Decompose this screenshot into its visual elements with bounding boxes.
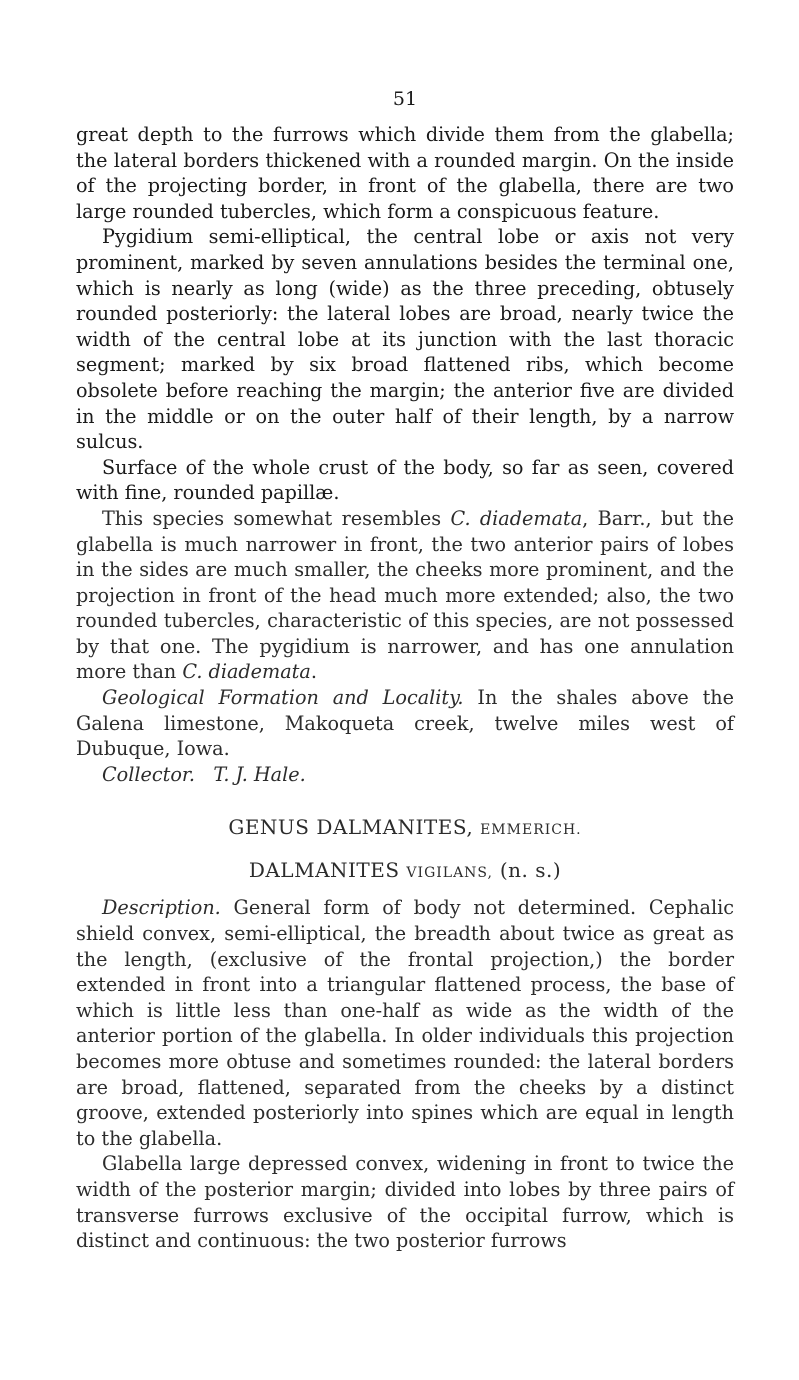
- locality-label: Geological Formation and Locality.: [102, 686, 464, 710]
- paragraph-cephalon-end: great depth to the furrows which divide them from the glabella; the lateral borders thickened with a rounded margin. On the inside of the projecting border, in front of the glabella, there are two large rounded tubercles, which form a conspicuous feature.: [76, 123, 734, 223]
- paragraph-comparison: [76, 506, 734, 685]
- comparison-text-a: This species somewhat resembles: [102, 506, 451, 530]
- comparison-text-c: .: [310, 660, 317, 684]
- description-label: Description.: [102, 896, 221, 920]
- species-note: (n. s.): [492, 858, 562, 883]
- genus-author: EMMERICH.: [480, 822, 582, 839]
- species-epithet: VIGILANS,: [406, 865, 493, 882]
- paragraph-description: [76, 895, 734, 1151]
- species-name-diademata: C. diademata: [450, 506, 583, 530]
- paragraph-surface: Surface of the whole crust of the body, so far as seen, covered with fine, rounded papillæ.: [76, 455, 734, 505]
- collector-name: T. J. Hale.: [213, 762, 306, 786]
- paragraph-pygidium: Pygidium semi-elliptical, the central lobe or axis not very prominent, marked by seven annulations besides the terminal one, which is nearly as long (wide) as the three preceding, obtusely rounded posteriorly: the lateral lobes are broad, nearly twice the width of the central lobe at its junction with the last thoracic segment; marked by six broad flattened ribs, which become obsolete before reaching the margin; the anterior five are divided in the middle or on the outer half of their length, by a narrow sulcus.: [76, 225, 734, 454]
- genus-heading: [76, 813, 734, 844]
- collector-label: Collector.: [102, 762, 196, 786]
- genus-title: GENUS DALMANITES,: [228, 815, 481, 840]
- comparison-text-b: , Barr., but the glabella is much narrower in front, the two anterior pairs of lobes in the sides are much smaller, the cheeks more prominent, and the projection in front of the head much more extended; also, the two rounded tubercles, characteristic of this species, are not possessed by that one. The pygidium is narrower, and has one annulation more than: [76, 506, 735, 684]
- species-name-diademata-2: C. diademata: [182, 660, 311, 684]
- paragraph-collector: [76, 762, 734, 788]
- paragraph-locality: [76, 685, 734, 762]
- locality-text: In the shales above the Galena limestone, Makoqueta creek, twelve miles west of Dubuque, Iowa.: [76, 686, 734, 761]
- paragraph-glabella: Glabella large depressed convex, widening in front to twice the width of the posterior margin; divided into lobes by three pairs of transverse furrows exclusive of the occipital furrow, which is distinct and continuous: the two posterior furrows: [76, 1152, 734, 1253]
- species-heading: [76, 856, 734, 887]
- species-genus: DALMANITES: [248, 858, 407, 883]
- page-number: 51: [392, 88, 418, 110]
- description-text: General form of body not determined. Cephalic shield convex, semi-elliptical, the breadth about twice as great as the length, (exclusive of the frontal projection,) the border extended in front into a triangular flattened process, the base of which is little less than one-half as wide as the width of the anterior portion of the glabella. In older individuals this projection becomes more obtuse and sometimes rounded: the lateral borders are broad, flattened, separated from the cheeks by a distinct groove, extended posteriorly into spines which are equal in length to the glabella.: [76, 896, 734, 1150]
- document-page: [76, 84, 734, 1254]
